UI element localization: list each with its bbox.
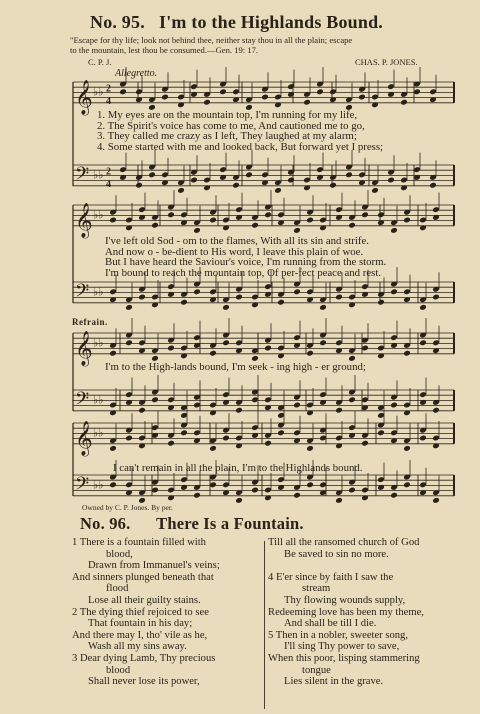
note-head — [377, 429, 385, 436]
note-head — [293, 227, 301, 234]
music-credit: CHAS. P. JONES. — [355, 57, 418, 67]
note-head — [264, 440, 272, 447]
hymn-96-header — [80, 514, 304, 534]
time-signature: 4 — [106, 95, 111, 107]
note-head — [293, 288, 301, 295]
note-head — [419, 304, 427, 311]
note-head — [335, 294, 343, 301]
hymn-96-line: That fountain in his day; — [88, 618, 193, 630]
hymn-96-line: I'll sing Thy power to save, — [284, 641, 400, 653]
bass-clef-icon: 𝄢 — [75, 280, 90, 306]
key-flat-icon: ♭♭ — [93, 337, 104, 350]
refrain-lyrics-1: I'm to the High-lands bound, I'm seek - ing high - er ground; — [105, 361, 366, 373]
note-head — [329, 182, 337, 189]
note-head — [125, 304, 133, 311]
hymn-96-line: blood, — [106, 548, 133, 560]
note-head — [287, 177, 295, 184]
note-head — [222, 435, 230, 442]
note-head — [148, 171, 156, 178]
note-head — [306, 481, 314, 488]
note-head — [390, 402, 398, 409]
note-head — [358, 94, 366, 101]
note-head — [119, 88, 127, 95]
note-head — [306, 445, 314, 452]
scripture-line-2: to the mountain, lest thou be consumed.—Gen. 19: 17. — [70, 45, 259, 55]
note-head — [235, 294, 243, 301]
note-head — [222, 339, 230, 346]
note-head — [167, 211, 175, 218]
note-head — [419, 339, 427, 346]
note-head — [209, 217, 217, 224]
note-head — [193, 492, 201, 499]
hymn-96-line: Wash all my sins away. — [88, 641, 187, 653]
lyric-v2-a: 2. The Spirit's voice has come to me, And cautioned me to go, — [97, 119, 365, 132]
note-head — [429, 182, 437, 189]
note-head — [419, 435, 427, 442]
hymn-96-line: Shall never lose its power, — [88, 676, 200, 688]
note-head — [125, 435, 133, 442]
note-head — [387, 177, 395, 184]
note-head — [293, 402, 301, 409]
treble-clef-icon: 𝄞 — [75, 79, 93, 115]
note-head — [190, 177, 198, 184]
note-head — [219, 88, 227, 95]
hymn-96-line: And shall be till I die. — [284, 618, 377, 630]
note-head — [277, 299, 285, 306]
note-head — [335, 407, 343, 414]
key-flat-icon: ♭♭ — [93, 86, 104, 99]
note-head — [400, 99, 408, 106]
hymn-96-line: Drawn from Immanuel's veins; — [88, 560, 220, 572]
note-head — [193, 288, 201, 295]
note-head — [306, 350, 314, 357]
hymn-96-line: Lies silent in the grave. — [284, 676, 384, 688]
hymn-96-line: And there may I, tho' vile as he, — [72, 629, 208, 641]
note-head — [180, 299, 188, 306]
note-head — [277, 429, 285, 436]
hymn-96-line: Thy flowing wounds supply, — [284, 594, 406, 606]
note-head — [109, 481, 117, 488]
hymn-96-line: 5 Then in a nobler, sweeter song, — [268, 629, 409, 641]
note-head — [245, 171, 253, 178]
note-head — [316, 88, 324, 95]
key-flat-icon: ♭♭ — [93, 209, 104, 222]
note-head — [432, 407, 440, 414]
note-head — [193, 227, 201, 234]
note-head — [135, 182, 143, 189]
lyric-v2-b: And now o - be-dient to His word, I leave this plain of woe. — [105, 245, 364, 258]
words-credit: C. P. J. — [88, 57, 112, 67]
hymn-96-line: When this poor, lisping stammering — [268, 652, 420, 664]
time-signature: 4 — [106, 178, 111, 190]
note-head — [403, 217, 411, 224]
hymn-96-line: Redeeming love has been my theme, — [268, 606, 424, 618]
hymn-96-line: And sinners plunged beneath that — [72, 571, 214, 583]
note-head — [390, 492, 398, 499]
hymn-96-number: No. 96. — [80, 514, 131, 533]
note-head — [264, 211, 272, 218]
note-head — [361, 440, 369, 447]
note-head — [109, 350, 117, 357]
hymn-96-title: There Is a Fountain. — [156, 514, 304, 533]
note-head — [177, 187, 185, 194]
hymn-96-line: stream — [302, 583, 331, 595]
note-head — [303, 99, 311, 106]
hymn-95-title: I'm to the Highlands Bound. — [159, 12, 383, 32]
note-head — [125, 339, 133, 346]
time-signature: 2 — [106, 166, 111, 178]
note-head — [222, 304, 230, 311]
note-head — [274, 187, 282, 194]
hymn-96-line: flood — [106, 583, 129, 595]
lyric-v3-b: But I have heard the Saviour's voice, I'm running from the storm. — [105, 256, 387, 268]
hymn-95-number: No. 95. — [90, 12, 145, 32]
note-head — [319, 339, 327, 346]
hymn-96-line: 3 Dear dying Lamb, Thy precious — [72, 652, 216, 664]
note-head — [264, 345, 272, 352]
lyric-v4-b: I'm bound to reach the mountain top, Of per-fect peace and rest. — [105, 266, 382, 279]
bass-clef-icon: 𝄢 — [75, 388, 90, 414]
note-head — [109, 217, 117, 224]
copyright-note: Owned by C. P. Jones. By per. — [82, 503, 173, 512]
note-head — [403, 350, 411, 357]
note-head — [161, 94, 169, 101]
note-head — [306, 217, 314, 224]
refrain-label: Refrain. — [72, 317, 108, 327]
treble-clef-icon: 𝄞 — [75, 330, 93, 366]
lyric-v4-a: 4. Some started with me and looked back, But forward yet I press; — [97, 140, 384, 153]
note-head — [335, 497, 343, 504]
note-head — [138, 407, 146, 414]
note-head — [361, 211, 369, 218]
note-head — [151, 222, 159, 229]
note-head — [390, 288, 398, 295]
note-head — [251, 222, 259, 229]
note-head — [390, 227, 398, 234]
hymn-96-line: 2 The dying thief rejoiced to see — [72, 606, 209, 618]
hymn-96-line: Be saved to sin no more. — [284, 548, 389, 560]
note-head — [167, 345, 175, 352]
note-head — [403, 481, 411, 488]
key-flat-icon: ♭♭ — [93, 394, 104, 407]
note-head — [345, 171, 353, 178]
verse-lyrics-line-2 — [105, 236, 386, 278]
hymn-96-line: 4 E'er since by faith I saw the — [268, 571, 394, 583]
note-head — [167, 440, 175, 447]
note-head — [109, 445, 117, 452]
scripture-line-1: "Escape for thy life; look not behind thee, neither stay thou in all the plain; escape — [70, 35, 353, 45]
note-head — [261, 94, 269, 101]
note-head — [348, 396, 356, 403]
key-flat-icon: ♭♭ — [93, 169, 104, 182]
note-head — [432, 294, 440, 301]
note-head — [180, 429, 188, 436]
note-head — [138, 294, 146, 301]
hymn-96-line: 1 There is a fountain filled with — [72, 537, 206, 548]
refrain-lyrics-2: I can't remain in all the plain, I'm to the Highlands bound. — [113, 462, 363, 474]
note-head — [209, 350, 217, 357]
note-head — [348, 487, 356, 494]
bass-clef-icon: 𝄢 — [75, 163, 90, 189]
note-head — [371, 187, 379, 194]
note-head — [293, 492, 301, 499]
column-divider — [264, 541, 265, 709]
note-head — [377, 299, 385, 306]
treble-clef-icon: 𝄞 — [75, 420, 93, 456]
note-head — [232, 182, 240, 189]
note-head — [319, 304, 327, 311]
hymn-96-left-column — [72, 537, 220, 688]
hymn-96-right-column — [268, 537, 424, 688]
note-head — [348, 222, 356, 229]
lyric-v1-a: 1. My eyes are on the mountain top, I'm running for my life, — [97, 109, 358, 121]
key-flat-icon: ♭♭ — [93, 286, 104, 299]
lyric-v3-a: 3. They called me crazy as I left, They laughed at my alarm; — [97, 130, 357, 142]
treble-clef-icon: 𝄞 — [75, 202, 93, 238]
note-head — [251, 487, 259, 494]
note-head — [209, 445, 217, 452]
note-head — [151, 396, 159, 403]
note-head — [403, 445, 411, 452]
bass-clef-icon: 𝄢 — [75, 473, 90, 499]
lyric-v1-b: I've left old Sod - om to the flames, With all its sin and strife. — [105, 235, 369, 247]
key-flat-icon: ♭♭ — [93, 427, 104, 440]
note-head — [432, 497, 440, 504]
key-flat-icon: ♭♭ — [93, 479, 104, 492]
hymn-96-line: Till all the ransomed church of God — [268, 537, 420, 548]
verse-lyrics-line-1 — [97, 110, 383, 152]
note-head — [235, 497, 243, 504]
note-head — [235, 407, 243, 414]
hymn-96-line: Lose all their guilty stains. — [88, 594, 201, 606]
hymn-96-line — [268, 560, 424, 572]
tempo-marking: Allegretto. — [115, 68, 158, 79]
time-signature: 2 — [106, 83, 111, 95]
hymn-96-line: blood — [106, 664, 131, 676]
hymn-96-line: tongue — [302, 664, 331, 676]
note-head — [203, 99, 211, 106]
